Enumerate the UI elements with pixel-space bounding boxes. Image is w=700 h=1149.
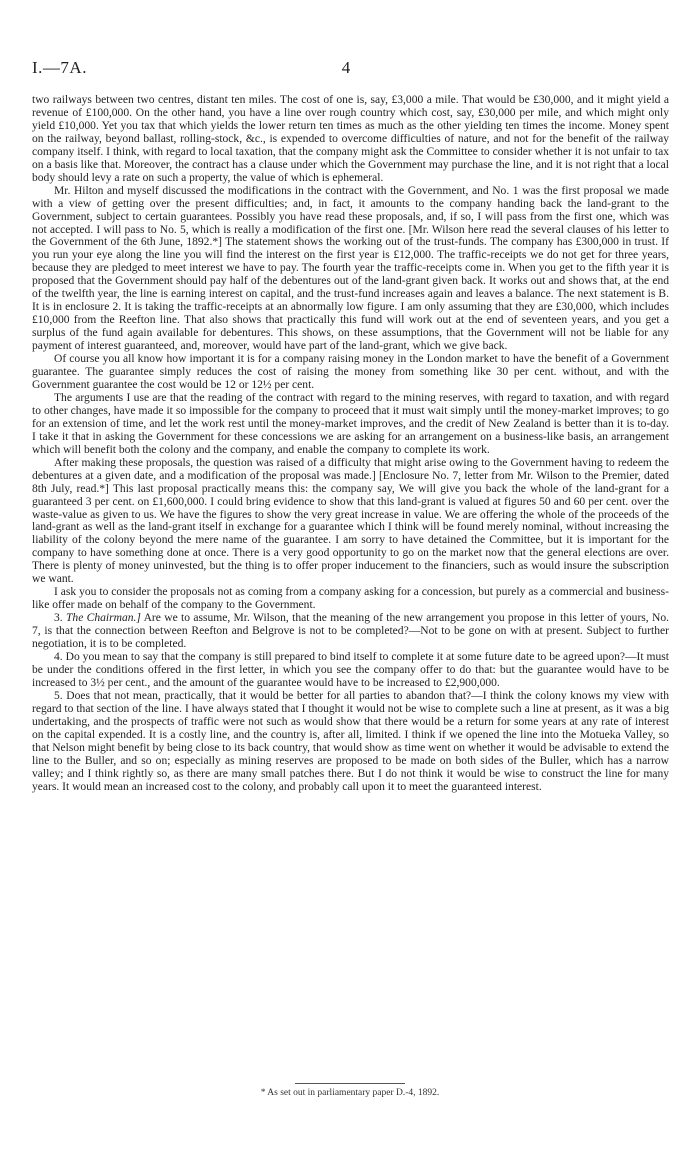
question-4: 4. Do you mean to say that the company is still prepared to bind itself to complete it at some future date to be agreed upon?—It must be under the conditions offered in the first letter, in which you see the company offer to do that: but the guarantee would have to be increased to 3½ per cent., and the amount of the guarantee would have to be increased to £2,900,000. <box>32 650 669 689</box>
document-reference: I.—7A. <box>32 58 87 77</box>
page-header <box>32 58 660 80</box>
speaker-label: The Chairman.] <box>66 612 141 625</box>
body-text <box>32 94 669 793</box>
page-number: 4 <box>341 58 351 77</box>
paragraph: Of course you all know how important it is for a company raising money in the London market to have the benefit of a Government guarantee. The guarantee simply reduces the cost of raising the money from something like 30 per cent. without, and with the Government guarantee the cost would be 12 or 12½ per cent. <box>32 353 669 391</box>
footnote: * As set out in parliamentary paper D.-4, 1892. <box>260 1088 440 1098</box>
question-number: 3. <box>54 612 63 625</box>
paragraph: The arguments I use are that the reading of the contract with regard to the mining reserves, with regard to taxation, and with regard to other changes, have made it so impossible for the company to proceed that it must wait simply until the money-market improves; to go for an extension of time, and let the work rest until the money-market improves, and the credit of New Zealand is better than it is to-day. I take it that in asking the Government for these concessions we are asking for an arrangement on a business-like basis, an arrangement which will benefit both the colony and the company, and enable the company to complete its work. <box>32 391 669 456</box>
paragraph: After making these proposals, the question was raised of a difficulty that might arise owing to the Government having to redeem the debentures at a given date, and a modification of the proposal was made.] [Enclosure No. 7, letter from Mr. Wilson to the Premier, dated 8th July, read.*] This last proposal practically means this: the company say, We will give you back the whole of the land-grant for a guaranteed 3 per cent. on £1,600,000. I could bring evidence to show that this land-grant is valued at figures 50 and 60 per cent. over the waste-value as given to us. We have the figures to show the very great increase in value. We are offering the whole of the proceeds of the land-grant as well as the land-grant itself in exchange for a guarantee which I think will be found merely nominal, without increasing the liability of the colony beyond the mere name of the guarantee. I am sorry to have detained the Committee, but it is important for the company to have something done at once. There is a very good opportunity to go on the market now that the general elections are over. There is plenty of money uninvested, but the thing is to offer proper inducement to the financiers, such as would insure the subscription we want. <box>32 456 669 586</box>
question-5: 5. Does that not mean, practically, that it would be better for all parties to abandon that?—I think the colony knows my view with regard to that section of the line. I have always stated that I thought it would not be wise to complete such a line at present, as it was a big undertaking, and the prospects of traffic were not such as would show that there would be a return for some years at any rate of interest on the capital expended. It is a costly line, and the country is, after all, limited. I think if we opened the line into the Motueka Valley, so that Nelson might benefit by being close to its back country, that would show as time went on whether it would be advisable to extend the line to the Buller, and so on; especially as mining reserves are proposed to be made on both sides of the Buller, which has a narrow valley; and I think rightly so, as there are many small patches there. But I do not think it would be wise to construct the line for many years. It would mean an increased cost to the colony, and probably call upon it to meet the guaranteed interest. <box>32 689 669 793</box>
paragraph: Mr. Hilton and myself discussed the modifications in the contract with the Government, and No. 1 was the first proposal we made with a view of getting over the present difficulties; and, in fact, it amounts to the company handing back the land-grant to the Government, subject to certain guarantees. Possibly you have read these proposals, and, if so, I will pass from the first one, which was not accepted. I will pass to No. 5, which is really a modification of the first one. [Mr. Wilson here read the several clauses of his letter to the Government of the 6th June, 1892.*] The statement shows the working out of the trust-funds. The company has £300,000 in trust. If you run your eye along the line you will find the interest on the first year is £12,000. The traffic-receipts we do not get for three years, because they are pledged to meet interest we have to pay. The fourth year the traffic-receipts come in. When you get to the fifth year it is proposed that the Government should pay half of the debentures out of the land-grant given back. It works out and shows that, at the end of the twelfth year, the line is earning interest on capital, and the trust-fund increases again and leaves a balance. The next statement is B. It is in enclosure 2. It is taking the traffic-receipts at an abnormally low figure. I am only assuming that they are £30,000, which includes £10,000 from the Reefton line. That also shows that practically this fund will work out at the end of seventeen years, and you get a surplus of the fund again available for debentures. This shows, on these assumptions, that the Government will not be liable for any payment of interest guaranteed, and, moreover, would have part of the land-grant, which we give back. <box>32 184 669 353</box>
footnote-divider <box>295 1083 405 1084</box>
paragraph: I ask you to consider the proposals not as coming from a company asking for a concession, but purely as a commercial and business-like offer made on behalf of the company to the Government. <box>32 586 669 612</box>
question-text: Are we to assume, Mr. Wilson, that the meaning of the new arrangement you propose in this letter of yours, No. 7, is that the connection between Reefton and Belgrove is not to be completed?—Not to be gone on with at present. Subject to further negotiation, it is to be completed. <box>32 612 670 651</box>
paragraph: two railways between two centres, distant ten miles. The cost of one is, say, £3,000 a mile. That would be £30,000, and it might yield a revenue of £100,000. On the other hand, you have a line over rough country which cost, say, £30,000 per mile, and which might only yield £10,000. Yet you tax that which yields the lower return ten times as much as the other yielding ten times the income. Money spent on the railway, beyond ballast, rolling-stock, &c., is expended to overcome difficulties of nature, and not for the benefit of the railway company itself. I think, with regard to local taxation, that the company might ask the Committee to consider whether it is not unfair to tax on a basis like that. Moreover, the contract has a clause under which the Government may purchase the line, and it is not right that a local body should levy a rate on such a property, the value of which is ephemeral. <box>32 94 669 184</box>
question-3 <box>32 612 669 651</box>
